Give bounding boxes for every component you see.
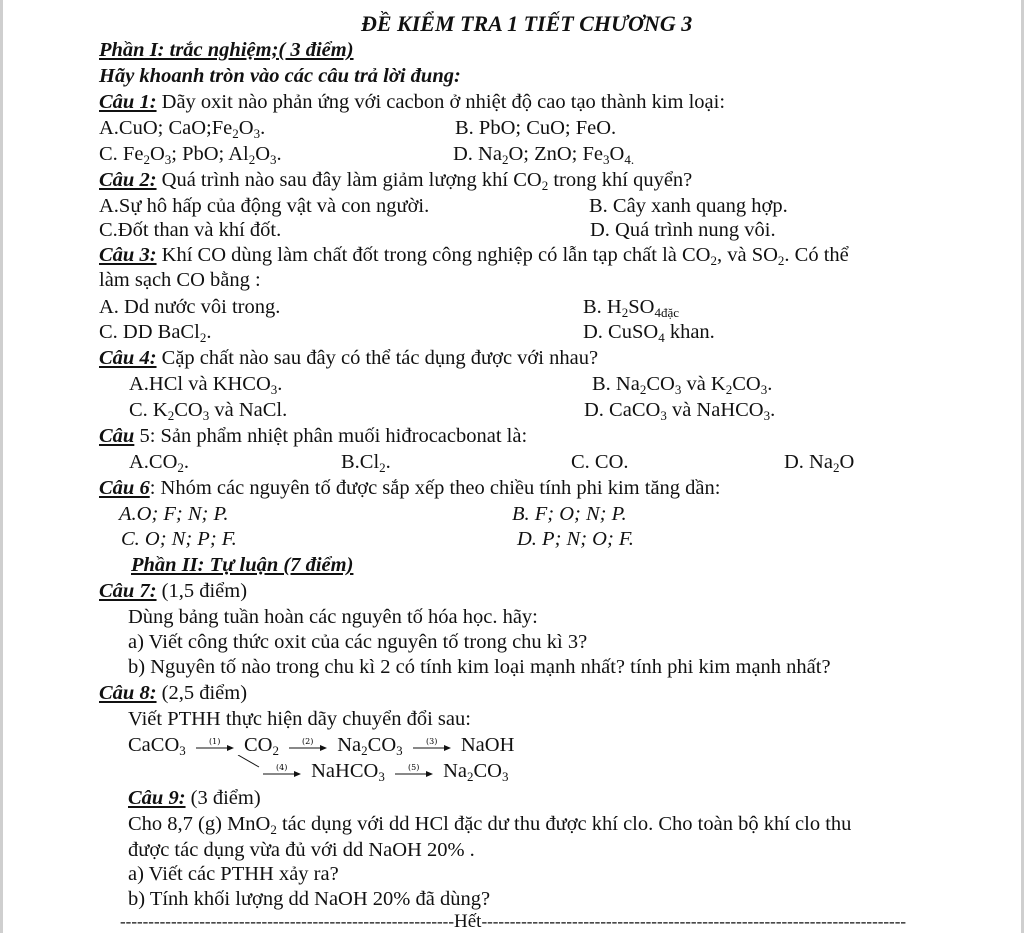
q4-option-b: B. $Na_2CO_3$ và $K_2CO_3$. [592,373,773,397]
q1-option-b: B. PbO; CuO; FeO. [455,117,617,139]
question-label: Câu 9: [128,787,186,809]
question-label: Câu 8: [99,682,157,704]
question-3: Câu 3: Khí CO dùng làm chất đốt trong công nghiệp có lẫn tạp chất là $CO_2$, và $SO_2$. Có thể [99,244,849,268]
q3-option-a: A. Dd nước vôi trong. [99,296,281,318]
svg-text:(4): (4) [276,764,288,773]
part1-heading: Phần I: trắc nghiệm;( 3 điểm) [99,39,354,61]
end-of-exam-line: -----------------------------------------------------------Hết--------------------------------------------------------------------------- [120,911,907,932]
q7-part-b: b) Nguyên tố nào trong chu kì 2 có tính kim loại mạnh nhất? tính phi kim mạnh nhất? [128,656,831,678]
document-title: ĐỀ KIỂM TRA 1 TIẾT CHƯƠNG 3 [361,11,693,36]
question-1 [99,90,725,114]
end-label: Hết [454,911,482,932]
compound-na2co3: $Na_2CO_3$ [337,734,403,758]
q4-option-c: C. $K_2CO_3$ và NaCl. [129,399,288,423]
q5-option-d: D. $Na_2O$ [784,451,855,475]
reaction-chain-line-2 [258,759,508,783]
q6-option-d: D. P; N; O; F. [517,528,634,550]
question-6: Câu 6: Nhóm các nguyên tố được sắp xếp theo chiều tính phi kim tăng dần: [99,477,721,499]
question-7: Câu 7: (1,5 điểm) [99,580,248,602]
compound-co2: $CO_2$ [244,734,279,758]
q9-paragraph-1: Cho 8,7 (g) MnO$_2$ tác dụng với dd HCl đặc dư thu được khí clo. Cho toàn bộ khí clo thu [128,813,852,837]
q6-option-c: C. O; N; P; F. [121,528,237,550]
q3-line-2: làm sạch CO bằng : [99,269,261,291]
question-9: Câu 9: (3 điểm) [128,787,261,809]
question-label: Câu 1: [99,91,157,113]
q4-option-d: D. CaCO$_3$ và NaHCO$_3$. [584,399,776,423]
q7-part-a: a) Viết công thức oxit của các nguyên tố trong chu kì 3? [128,631,588,653]
svg-text:(5): (5) [407,764,420,773]
compound-nahco3: NaHCO$_3$ [311,760,385,784]
q9-part-b: b) Tính khối lượng dd NaOH 20% đã dùng? [128,888,491,910]
svg-text:(2): (2) [302,738,314,747]
question-label: Câu 6 [99,477,150,499]
q2-option-c: C.Đốt than và khí đốt. [99,219,282,241]
q3-option-d: D. CuSO$_4$ khan. [583,321,715,345]
reaction-arrow-2 [289,738,327,750]
q2-option-b: B. Cây xanh quang hợp. [589,195,788,217]
reaction-arrow-5 [395,764,433,776]
q5-option-b: $B.Cl_2$. [341,451,391,475]
reaction-arrow-4 [263,764,301,776]
q5-option-c: C. CO. [571,451,629,473]
compound-caco3: CaCO$_3$ [128,734,186,758]
part2-heading: Phần II: Tự luận (7 điểm) [131,554,354,576]
reaction-chain-line-1 [128,733,514,757]
q9-part-a: a) Viết các PTHH xảy ra? [128,863,339,885]
q6-option-a: A.O; F; N; P. [119,503,229,525]
q5-option-a: $A.CO_2$. [129,451,190,475]
q7-intro: Dùng bảng tuần hoàn các nguyên tố hóa học. hãy: [128,606,538,628]
q6-option-b: B. F; O; N; P. [512,503,627,525]
question-label: Câu [99,425,135,447]
question-4: Câu 4: Cặp chất nào sau đây có thể tác dụng được với nhau? [99,347,599,369]
q3-option-b: B. $H_2SO_{4đặc}$ [583,296,679,320]
q2-option-a: A.Sự hô hấp của động vật và con người. [99,195,430,217]
compound-na2co3-final: $Na_2CO_3$ [443,760,509,784]
q4-option-a: A.HCl và $KHCO_3$. [129,373,283,397]
question-8: Câu 8: (2,5 điểm) [99,682,248,704]
q8-intro: Viết PTHH thực hiện dãy chuyển đổi sau: [128,708,471,730]
part1-instruction: Hãy khoanh tròn vào các câu trả lời đung: [99,65,461,87]
reaction-arrow-3 [413,738,451,750]
question-label: Câu 7: [99,580,157,602]
q3-option-c: C. DD BaCl$_2$. [99,321,212,345]
svg-text:(3): (3) [425,738,438,747]
q2-option-d: D. Quá trình nung vôi. [590,219,776,241]
q1-option-d: D. $Na_2O$; ZnO; $Fe_3O_{4.}$ [453,143,635,167]
reaction-arrow-1 [196,738,234,750]
question-5: Câu 5: Sản phẩm nhiệt phân muối hiđrocacbonat là: [99,425,528,447]
question-label: Câu 4: [99,347,157,369]
svg-text:(1): (1) [208,738,221,747]
question-label: Câu 2: [99,169,157,191]
question-text: Dãy oxit nào phản ứng với cacbon ở nhiệt độ cao tạo thành kim loại: [156,91,726,113]
question-2: Câu 2: Quá trình nào sau đây làm giảm lượng khí $CO_2$ trong khí quyển? [99,169,693,193]
compound-naoh: NaOH [460,734,515,756]
q1-option-c: C. $Fe_2O_3$; PbO; $Al_2O_3$. [99,143,282,167]
question-label: Câu 3: [99,244,157,266]
q1-option-a: A.CuO; $CaO;Fe_2O_3$. [99,117,266,141]
q9-paragraph-2: được tác dụng vừa đủ với dd NaOH 20% . [128,839,475,861]
